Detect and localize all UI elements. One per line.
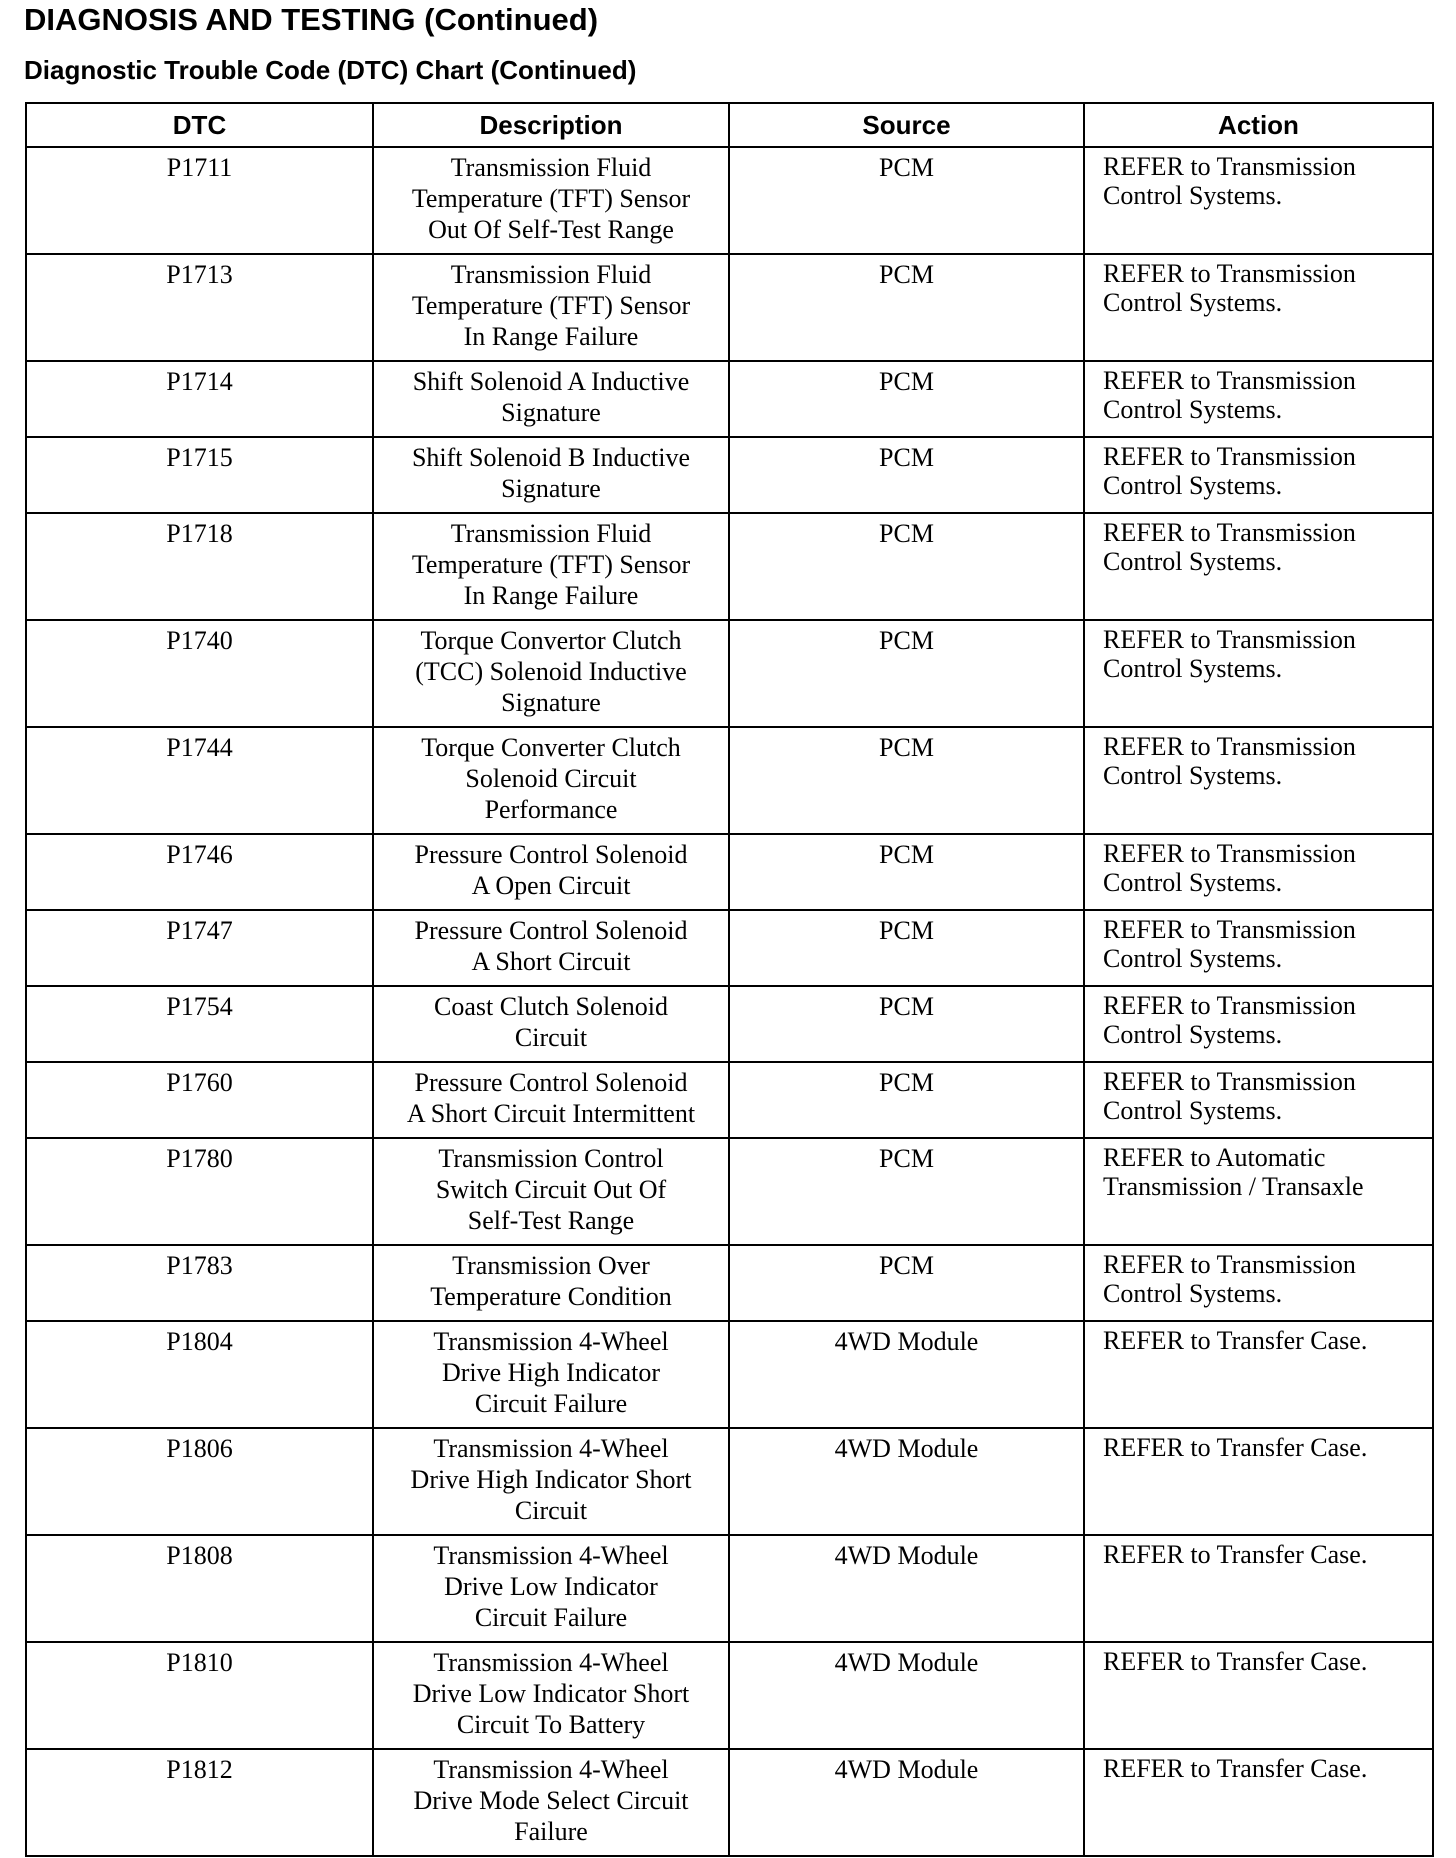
description-line: Transmission Control bbox=[438, 1144, 664, 1173]
table-row bbox=[26, 834, 1433, 910]
description-line: A Open Circuit bbox=[471, 871, 631, 900]
description-cell bbox=[373, 1062, 729, 1138]
source-cell: PCM bbox=[729, 437, 1084, 513]
action-cell bbox=[1084, 1062, 1433, 1138]
dtc-chart-table bbox=[25, 102, 1434, 1857]
action-cell bbox=[1084, 986, 1433, 1062]
dtc-code-cell: P1806 bbox=[26, 1428, 373, 1535]
action-line: REFER to Transmission bbox=[1103, 518, 1356, 547]
description-line: Failure bbox=[514, 1817, 588, 1846]
action-line: Control Systems. bbox=[1103, 654, 1283, 683]
description-cell bbox=[373, 1138, 729, 1245]
action-line: Transmission / Transaxle bbox=[1103, 1172, 1364, 1201]
action-line: Control Systems. bbox=[1103, 868, 1283, 897]
source-cell: PCM bbox=[729, 620, 1084, 727]
action-line: REFER to Transfer Case. bbox=[1103, 1326, 1368, 1355]
description-line: Torque Convertor Clutch bbox=[420, 626, 682, 655]
description-cell bbox=[373, 147, 729, 254]
action-cell bbox=[1084, 1245, 1433, 1321]
description-line: Drive Mode Select Circuit bbox=[413, 1786, 689, 1815]
table-row bbox=[26, 1321, 1433, 1428]
action-cell bbox=[1084, 834, 1433, 910]
description-line: Temperature (TFT) Sensor bbox=[411, 184, 691, 213]
dtc-code-cell: P1754 bbox=[26, 986, 373, 1062]
description-line: Shift Solenoid A Inductive bbox=[412, 367, 690, 396]
description-line: Circuit To Battery bbox=[456, 1710, 646, 1739]
description-cell bbox=[373, 1321, 729, 1428]
description-cell bbox=[373, 910, 729, 986]
action-line: REFER to Transfer Case. bbox=[1103, 1540, 1368, 1569]
table-row bbox=[26, 1642, 1433, 1749]
description-line: Circuit Failure bbox=[474, 1603, 628, 1632]
description-cell bbox=[373, 254, 729, 361]
table-row bbox=[26, 986, 1433, 1062]
description-line: Transmission 4-Wheel bbox=[433, 1327, 669, 1356]
description-line: Circuit bbox=[514, 1496, 588, 1525]
source-cell: 4WD Module bbox=[729, 1535, 1084, 1642]
table-row bbox=[26, 910, 1433, 986]
action-line: Control Systems. bbox=[1103, 471, 1283, 500]
action-line: REFER to Transmission bbox=[1103, 991, 1356, 1020]
description-line: Out Of Self-Test Range bbox=[428, 215, 674, 244]
source-cell: PCM bbox=[729, 1062, 1084, 1138]
description-line: Transmission 4-Wheel bbox=[433, 1755, 669, 1784]
description-line: Signature bbox=[501, 398, 601, 427]
description-line: Self-Test Range bbox=[467, 1206, 635, 1235]
action-line: REFER to Transmission bbox=[1103, 366, 1356, 395]
description-line: Performance bbox=[484, 795, 618, 824]
table-row bbox=[26, 513, 1433, 620]
action-cell bbox=[1084, 727, 1433, 834]
description-cell bbox=[373, 361, 729, 437]
table-row bbox=[26, 1749, 1433, 1856]
action-cell bbox=[1084, 361, 1433, 437]
description-line: A Short Circuit bbox=[471, 947, 631, 976]
description-cell bbox=[373, 834, 729, 910]
description-line: Temperature (TFT) Sensor bbox=[411, 291, 691, 320]
dtc-code-cell: P1760 bbox=[26, 1062, 373, 1138]
action-cell bbox=[1084, 254, 1433, 361]
table-row bbox=[26, 254, 1433, 361]
description-cell bbox=[373, 1428, 729, 1535]
source-cell: PCM bbox=[729, 513, 1084, 620]
description-line: Transmission Fluid bbox=[450, 519, 652, 548]
action-line: REFER to Automatic bbox=[1103, 1143, 1326, 1172]
dtc-code-cell: P1718 bbox=[26, 513, 373, 620]
table-row bbox=[26, 727, 1433, 834]
action-cell bbox=[1084, 910, 1433, 986]
description-line: (TCC) Solenoid Inductive bbox=[415, 657, 687, 686]
source-cell: PCM bbox=[729, 254, 1084, 361]
dtc-code-cell: P1783 bbox=[26, 1245, 373, 1321]
dtc-code-cell: P1812 bbox=[26, 1749, 373, 1856]
description-line: In Range Failure bbox=[463, 322, 639, 351]
action-line: REFER to Transmission bbox=[1103, 625, 1356, 654]
description-line: Signature bbox=[501, 474, 601, 503]
description-line: Transmission 4-Wheel bbox=[433, 1648, 669, 1677]
description-line: In Range Failure bbox=[463, 581, 639, 610]
source-cell: PCM bbox=[729, 361, 1084, 437]
action-line: REFER to Transmission bbox=[1103, 1250, 1356, 1279]
source-cell: PCM bbox=[729, 910, 1084, 986]
action-cell bbox=[1084, 1642, 1433, 1749]
description-cell bbox=[373, 1245, 729, 1321]
action-line: REFER to Transmission bbox=[1103, 732, 1356, 761]
source-cell: PCM bbox=[729, 147, 1084, 254]
dtc-code-cell: P1713 bbox=[26, 254, 373, 361]
action-line: Control Systems. bbox=[1103, 1279, 1283, 1308]
column-header-description: Description bbox=[373, 103, 729, 147]
dtc-code-cell: P1808 bbox=[26, 1535, 373, 1642]
source-cell: PCM bbox=[729, 986, 1084, 1062]
action-line: Control Systems. bbox=[1103, 1020, 1283, 1049]
description-cell bbox=[373, 727, 729, 834]
source-cell: 4WD Module bbox=[729, 1321, 1084, 1428]
dtc-code-cell: P1740 bbox=[26, 620, 373, 727]
description-line: Pressure Control Solenoid bbox=[414, 1068, 688, 1097]
description-cell bbox=[373, 986, 729, 1062]
table-row bbox=[26, 1535, 1433, 1642]
description-line: Drive Low Indicator bbox=[444, 1572, 658, 1601]
dtc-code-cell: P1711 bbox=[26, 147, 373, 254]
action-line: Control Systems. bbox=[1103, 547, 1283, 576]
action-cell bbox=[1084, 1138, 1433, 1245]
action-cell bbox=[1084, 437, 1433, 513]
table-row bbox=[26, 1062, 1433, 1138]
table-body bbox=[26, 147, 1433, 1856]
action-line: REFER to Transmission bbox=[1103, 915, 1356, 944]
description-line: Circuit Failure bbox=[474, 1389, 628, 1418]
action-cell bbox=[1084, 620, 1433, 727]
description-line: Drive High Indicator Short bbox=[410, 1465, 692, 1494]
source-cell: PCM bbox=[729, 1245, 1084, 1321]
table-row bbox=[26, 437, 1433, 513]
action-line: REFER to Transmission bbox=[1103, 442, 1356, 471]
dtc-code-cell: P1744 bbox=[26, 727, 373, 834]
action-line: REFER to Transfer Case. bbox=[1103, 1433, 1368, 1462]
dtc-code-cell: P1746 bbox=[26, 834, 373, 910]
description-line: Drive Low Indicator Short bbox=[412, 1679, 690, 1708]
description-cell bbox=[373, 513, 729, 620]
description-line: Pressure Control Solenoid bbox=[414, 916, 688, 945]
dtc-code-cell: P1780 bbox=[26, 1138, 373, 1245]
action-cell bbox=[1084, 513, 1433, 620]
table-row bbox=[26, 1245, 1433, 1321]
description-cell bbox=[373, 1535, 729, 1642]
dtc-code-cell: P1747 bbox=[26, 910, 373, 986]
action-line: REFER to Transfer Case. bbox=[1103, 1754, 1368, 1783]
table-row bbox=[26, 1138, 1433, 1245]
description-line: Pressure Control Solenoid bbox=[414, 840, 688, 869]
description-line: Drive High Indicator bbox=[441, 1358, 661, 1387]
table-row bbox=[26, 620, 1433, 727]
source-cell: 4WD Module bbox=[729, 1749, 1084, 1856]
table-header-row bbox=[26, 103, 1433, 147]
description-cell bbox=[373, 1749, 729, 1856]
source-cell: 4WD Module bbox=[729, 1642, 1084, 1749]
action-line: Control Systems. bbox=[1103, 761, 1283, 790]
column-header-action: Action bbox=[1084, 103, 1433, 147]
description-line: Transmission Fluid bbox=[450, 153, 652, 182]
description-cell bbox=[373, 1642, 729, 1749]
action-line: Control Systems. bbox=[1103, 944, 1283, 973]
description-line: Temperature Condition bbox=[430, 1282, 672, 1311]
description-line: Transmission 4-Wheel bbox=[433, 1541, 669, 1570]
action-line: REFER to Transmission bbox=[1103, 259, 1356, 288]
source-cell: 4WD Module bbox=[729, 1428, 1084, 1535]
source-cell: PCM bbox=[729, 834, 1084, 910]
action-line: REFER to Transmission bbox=[1103, 152, 1356, 181]
action-line: REFER to Transmission bbox=[1103, 1067, 1356, 1096]
action-line: REFER to Transfer Case. bbox=[1103, 1647, 1368, 1676]
description-line: Transmission Fluid bbox=[450, 260, 652, 289]
action-line: Control Systems. bbox=[1103, 395, 1283, 424]
table-row bbox=[26, 147, 1433, 254]
action-line: Control Systems. bbox=[1103, 288, 1283, 317]
action-line: Control Systems. bbox=[1103, 181, 1283, 210]
chart-subheading: Diagnostic Trouble Code (DTC) Chart (Continued) bbox=[24, 55, 637, 85]
dtc-code-cell: P1714 bbox=[26, 361, 373, 437]
description-line: Circuit bbox=[514, 1023, 588, 1052]
description-line: Coast Clutch Solenoid bbox=[434, 992, 668, 1021]
table-row bbox=[26, 361, 1433, 437]
dtc-code-cell: P1715 bbox=[26, 437, 373, 513]
source-cell: PCM bbox=[729, 727, 1084, 834]
description-line: Shift Solenoid B Inductive bbox=[411, 443, 691, 472]
description-line: Switch Circuit Out Of bbox=[435, 1175, 667, 1204]
description-line: Signature bbox=[501, 688, 601, 717]
action-cell bbox=[1084, 1749, 1433, 1856]
table-row bbox=[26, 1428, 1433, 1535]
action-cell bbox=[1084, 147, 1433, 254]
description-line: Torque Converter Clutch bbox=[421, 733, 681, 762]
action-cell bbox=[1084, 1535, 1433, 1642]
description-cell bbox=[373, 620, 729, 727]
description-line: Transmission Over bbox=[452, 1251, 650, 1280]
description-line: Temperature (TFT) Sensor bbox=[411, 550, 691, 579]
description-line: Transmission 4-Wheel bbox=[433, 1434, 669, 1463]
description-line: Solenoid Circuit bbox=[465, 764, 637, 793]
column-header-dtc: DTC bbox=[26, 103, 373, 147]
action-line: Control Systems. bbox=[1103, 1096, 1283, 1125]
action-cell bbox=[1084, 1321, 1433, 1428]
action-line: REFER to Transmission bbox=[1103, 839, 1356, 868]
source-cell: PCM bbox=[729, 1138, 1084, 1245]
column-header-source: Source bbox=[729, 103, 1084, 147]
dtc-code-cell: P1804 bbox=[26, 1321, 373, 1428]
action-cell bbox=[1084, 1428, 1433, 1535]
dtc-code-cell: P1810 bbox=[26, 1642, 373, 1749]
page-heading: DIAGNOSIS AND TESTING (Continued) bbox=[24, 2, 599, 37]
description-line: A Short Circuit Intermittent bbox=[406, 1099, 696, 1128]
description-cell bbox=[373, 437, 729, 513]
